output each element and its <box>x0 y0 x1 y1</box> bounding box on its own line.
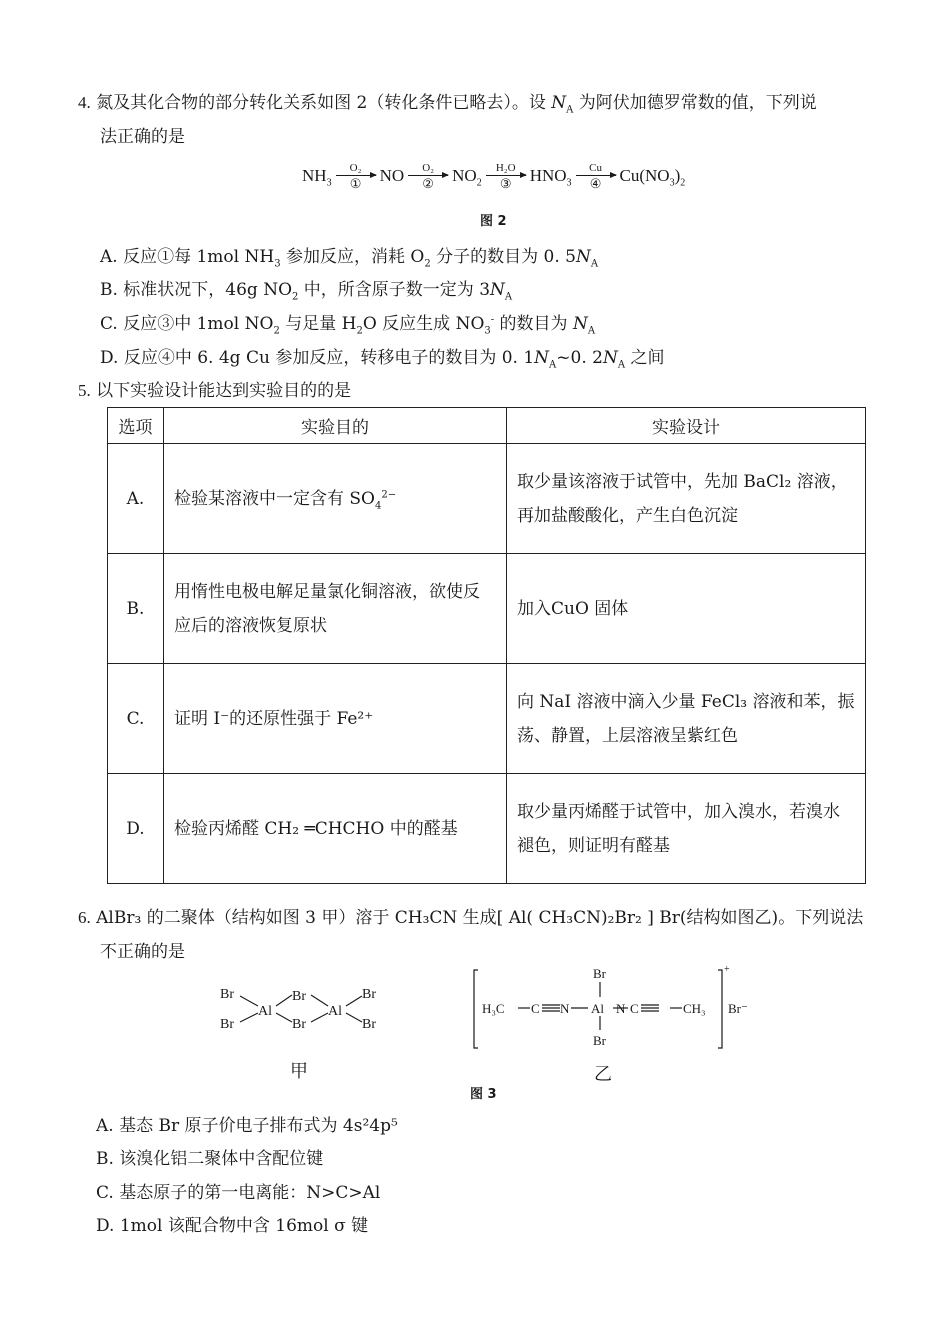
complex-structure-yi <box>470 962 760 1052</box>
group-ch3: CH₃ <box>683 1001 706 1016</box>
atom-br: Br <box>292 989 306 1004</box>
row-goal: 证明 I⁻的还原性强于 Fe²⁺ <box>164 664 507 774</box>
species-no: NO <box>379 166 405 185</box>
dimer-structure-jia <box>210 980 390 1040</box>
q4-option-b: B. 标准状况下，46g $NO_2$ 中，所含原子数一定为 $3N_A$ <box>100 280 513 303</box>
q4-option-a: A. 反应①每 1mol $NH_3$ 参加反应，消耗 $O_2$ 分子的数目为 0. $5N_A$ <box>100 247 599 270</box>
table-row <box>108 774 866 884</box>
row-option: A. <box>108 444 164 554</box>
table-row <box>108 664 866 774</box>
atom-al: Al <box>328 1004 342 1019</box>
q4-stem-line1 <box>78 88 817 116</box>
reaction-arrow-2: O₂ ② <box>408 161 448 192</box>
atom-br: Br <box>220 987 234 1002</box>
atom-br: Br <box>362 1017 376 1032</box>
header-design: 实验设计 <box>507 408 866 444</box>
figure-3-label: 图 3 <box>470 1087 497 1102</box>
atom-c: C <box>531 1001 540 1016</box>
q6-option-d: D. 1mol 该配合物中含 16mol σ 键 <box>96 1216 369 1236</box>
row-design: 取少量丙烯醛于试管中，加入溴水，若溴水褪色，则证明有醛基 <box>507 774 866 884</box>
group-h3c: H₃C <box>482 1001 505 1016</box>
row-goal: 检验某溶液中一定含有 $SO_4^{2-}$ <box>164 444 507 554</box>
row-goal: 用惰性电极电解足量氯化铜溶液，欲使反应后的溶液恢复原状 <box>164 554 507 664</box>
q6-stem-text: AlBr₃ 的二聚体（结构如图 3 甲）溶于 CH₃CN 生成[ Al( CH₃CN)₂Br₂ ] Br(结构如图乙)。下列说法 <box>96 908 864 928</box>
atom-al-center: Al <box>591 1001 604 1016</box>
q4-option-d: D. 反应④中 6. 4g Cu 参加反应，转移电子的数目为 0. $1N_A\sim 0$. $2N_A$ 之间 <box>100 348 665 371</box>
species-hno3: $HNO_3$ <box>529 166 572 189</box>
header-goal: 实验目的 <box>164 408 507 444</box>
q5-stem <box>78 376 351 401</box>
q5-number: 5. <box>78 381 91 400</box>
q4-stem-line2: 法正确的是 <box>100 127 185 147</box>
counter-ion-br: Br⁻ <box>728 1001 748 1016</box>
q6-number: 6. <box>78 908 91 927</box>
row-option: D. <box>108 774 164 884</box>
q4-number: 4. <box>78 93 91 112</box>
row-design: 向 NaI 溶液中滴入少量 FeCl₃ 溶液和苯，振荡、静置，上层溶液呈紫红色 <box>507 664 866 774</box>
table-header-row <box>108 408 866 444</box>
avogadro-symbol: N <box>551 93 567 113</box>
table-row <box>108 444 866 554</box>
reaction-chain <box>300 156 687 196</box>
atom-br: Br <box>362 987 376 1002</box>
header-option: 选项 <box>108 408 164 444</box>
reaction-arrow-1: O₂ ① <box>336 161 376 192</box>
species-nh3: $NH_3$ <box>302 166 332 189</box>
atom-br-bottom: Br <box>593 1033 606 1048</box>
row-design: 加入CuO 固体 <box>507 554 866 664</box>
structure-label-yi: 乙 <box>594 1064 612 1085</box>
table-row <box>108 554 866 664</box>
row-design: 取少量该溶液于试管中，先加 BaCl₂ 溶液，再加盐酸酸化，产生白色沉淀 <box>507 444 866 554</box>
atom-br: Br <box>220 1017 234 1032</box>
q6-option-a: A. 基态 Br 原子价电子排布式为 4s²4p⁵ <box>96 1116 398 1136</box>
q6-stem-line2: 不正确的是 <box>100 942 185 962</box>
structure-label-jia: 甲 <box>290 1061 308 1082</box>
row-option: B. <box>108 554 164 664</box>
atom-n: N <box>616 1001 626 1016</box>
atom-n: N <box>560 1001 570 1016</box>
figure-2-label: 图 2 <box>480 214 507 229</box>
avogadro-subscript: A <box>566 104 574 116</box>
atom-br-top: Br <box>593 966 606 981</box>
atom-c: C <box>630 1001 639 1016</box>
q4-stem-text: 氮及其化合物的部分转化关系如图 2（转化条件已略去）。设 <box>96 93 552 113</box>
q5-stem-text: 以下实验设计能达到实验目的的是 <box>96 381 352 401</box>
charge-plus: + <box>724 964 730 975</box>
left-bracket <box>474 970 478 1048</box>
species-no2: $NO_2$ <box>452 166 482 189</box>
row-goal: 检验丙烯醛 CH₂ ═CHCHO 中的醛基 <box>164 774 507 884</box>
reaction-arrow-3: H₂O ③ <box>486 161 526 192</box>
right-bracket <box>718 970 722 1048</box>
experiment-table <box>107 407 866 884</box>
q6-option-b: B. 该溴化铝二聚体中含配位键 <box>96 1149 324 1169</box>
q4-option-c: C. 反应③中 1mol $NO_2$ 与足量 $H_2O$ 反应生成 $NO_3^-$ 的数目为 $N_A$ <box>100 314 596 337</box>
species-cu-no3-2: $Cu(NO_3)_2$ <box>619 166 686 189</box>
atom-br: Br <box>292 1017 306 1032</box>
q4-stem-text-end: 为阿伏加德罗常数的值，下列说 <box>573 93 817 113</box>
row-option: C. <box>108 664 164 774</box>
q6-stem-line1 <box>78 903 863 928</box>
atom-al: Al <box>258 1004 272 1019</box>
q6-option-c: C. 基态原子的第一电离能：N>C>Al <box>96 1183 381 1203</box>
reaction-arrow-4: Cu ④ <box>576 161 616 192</box>
